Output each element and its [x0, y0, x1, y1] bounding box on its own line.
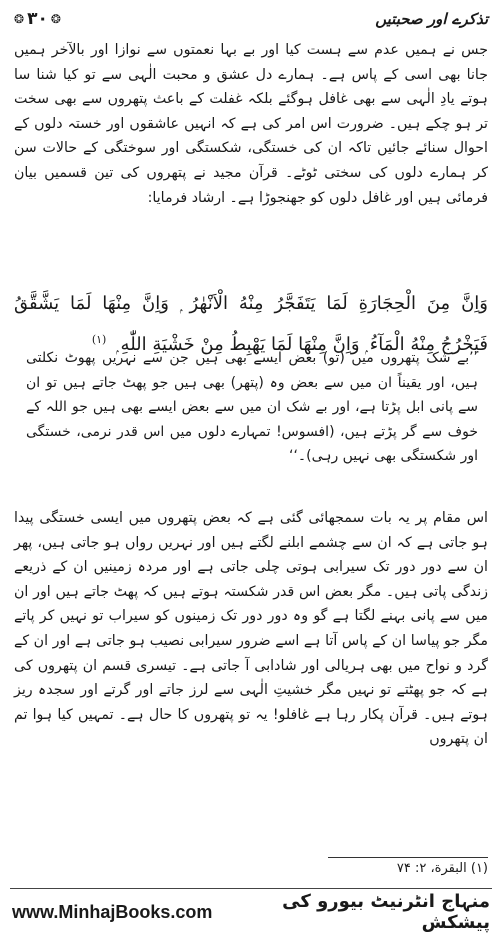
footnote-divider	[328, 857, 488, 858]
paragraph-2: اس مقام پر یہ بات سمجھائی گئی ہے کہ بعض پتھروں میں ایسی خستگی پیدا ہو جاتی ہے کہ ان سے چشمے ابلنے لگتے ہیں اور نہریں رواں ہو جاتی ہیں، پھر ان سے دور دور تک سیرابی ہوتی چلی جاتی ہے اور مردہ زمینیں ان کے ذریعے زندگی پاتی ہیں۔ مگر بعض اس قدر شکستہ ہوتے ہیں کہ پھٹ جاتے ہیں اور ان میں سے پانی بہنے لگتا ہے گو وہ دور دور تک زمینوں کو سیراب تو نہیں کر پاتے مگر جو پیاسا ان کے پاس آتا ہے اسے ضرور سیرابی نصیب ہو جاتی ہے اور ان کے گرد و نواح میں بھی ہریالی اور شادابی آ جاتی ہے۔ تیسری قسم ان پتھروں کی ہے کہ جو پھٹتے تو نہیں مگر خشیتِ الٰہی سے لرز جاتے اور گرتے اور سجدہ ریز ہوتے ہیں۔ قرآن پکار رہا ہے غافلو! یہ تو پتھروں کا حال ہے۔ تمہیں کیا ہوا تم ان پتھروں	[14, 510, 488, 748]
footnote-reference: (۱)	[91, 333, 107, 346]
page-header	[14, 6, 488, 32]
verse-line-2-text: فَيَخْرُجُ مِنْهُ الْمَآءُ ۭ وَاِنَّ مِنْهَا لَمَا يَهْبِطُ مِنْ خَشْيَةِ اللّٰهِ ۭ	[116, 334, 488, 355]
verse-translation: ’’بے شک پتھروں میں (تو) بعض ایسے بھی ہیں جن سے نہریں پھوٹ نکلتی ہیں، اور یقیناً ان میں سے بعض وہ (پتھر) بھی ہیں جو پھٹ جاتے ہیں تو ان سے پانی ابل پڑتا ہے، اور بے شک ان میں سے بعض ایسے بھی ہیں جو اللہ کے خوف سے گر پڑتے ہیں، (افسوس! تمہارے دلوں میں اس قدر نرمی، خستگی اور شکستگی بھی نہیں رہی)۔‘‘	[26, 350, 478, 465]
running-title: تذکرے اور صحبتیں	[375, 10, 488, 28]
publisher-credit: منہاج انٹرنیٹ بیورو کی پیشکش	[282, 891, 490, 933]
footer-divider	[10, 888, 492, 889]
page-number	[14, 9, 61, 29]
footnote: (۱) البقرة، ۲: ۷۴	[396, 861, 488, 876]
ornament-icon: ❂	[14, 12, 25, 26]
page-footer	[12, 892, 490, 932]
verse-line-1: وَاِنَّ مِنَ الْحِجَارَةِ لَمَا يَتَفَجَّرُ مِنْهُ الْاَنْهٰرُ ۭ وَاِنَّ مِنْهَا لَمَا يَشَّقَّقُ	[14, 293, 488, 314]
ornament-icon: ❂	[50, 12, 61, 26]
paragraph-1: جس نے ہمیں عدم سے ہست کیا اور بے بہا نعمتوں سے نوازا اور بالآخر ہمیں جانا بھی اسی کے پاس ہے۔ ہمارے دل عشق و محبت الٰہی سے تو کیا شنا سا ہوتے یادِ الٰہی سے بھی غافل ہوگئے بلکہ غفلت کے باعث پتھروں سے بھی سخت تر ہو چکے ہیں۔ ضرورت اس امر کی ہے کہ انہیں عاشقوں اور خستہ دلوں کے احوال سنائے جائیں تاکہ ان کی خستگی، شکستگی اور سوختگی کے حالات سن کر ہمارے دلوں کی سختی ٹوٹے۔ قرآن مجید نے پتھروں کی تین قسمیں بیان فرمائی ہیں اور غافل دلوں کو جھنجوڑا ہے۔ ارشاد فرمایا:	[14, 42, 488, 206]
website-link[interactable]: www.MinhajBooks.com	[12, 901, 213, 922]
main-text	[14, 38, 488, 284]
page-number-value: ۳۰	[27, 9, 48, 29]
